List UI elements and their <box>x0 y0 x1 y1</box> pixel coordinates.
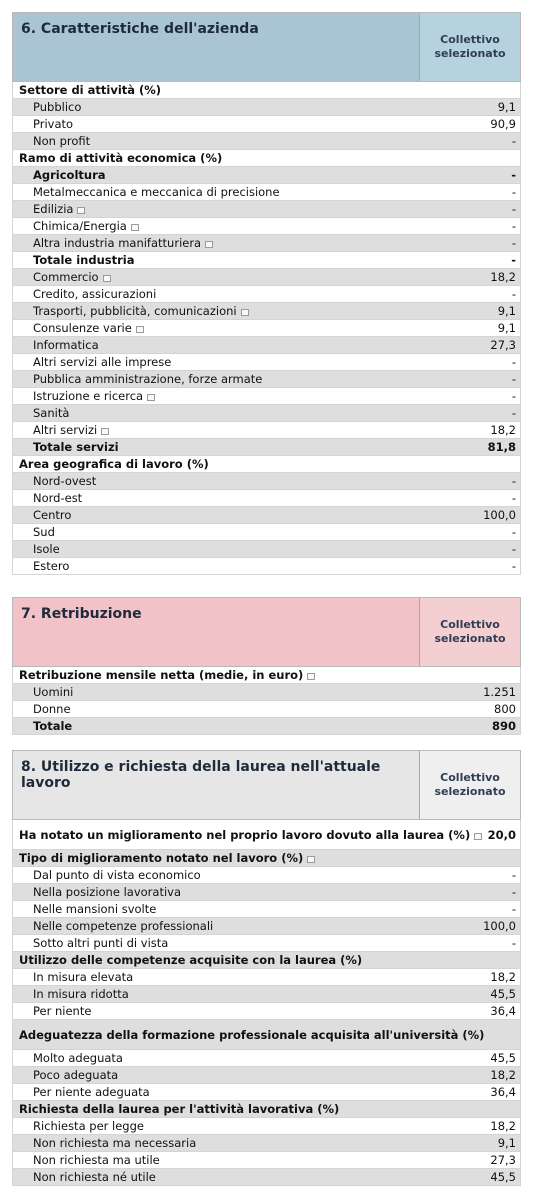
table-row <box>12 667 521 684</box>
table-row <box>12 1101 521 1118</box>
table-row <box>12 718 521 735</box>
table-row <box>12 456 521 473</box>
row-label: Retribuzione mensile netta (medie, in euro) <box>13 668 315 682</box>
table-row <box>12 269 521 286</box>
table-row <box>12 286 521 303</box>
table-row <box>12 524 521 541</box>
section-utilizzo-laurea <box>12 750 521 1186</box>
row-label: Area geografica di lavoro (%) <box>19 457 209 471</box>
row-value: - <box>511 219 516 233</box>
note-icon[interactable] <box>136 326 144 333</box>
row-label: Ramo di attività economica (%) <box>19 151 223 165</box>
row-value: 100,0 <box>483 919 516 933</box>
table-row <box>12 473 521 490</box>
note-icon[interactable] <box>307 856 315 863</box>
row-label: Isole <box>33 542 60 556</box>
table-row <box>12 252 521 269</box>
row-value: 20,0 <box>487 827 516 842</box>
table-row <box>12 439 521 456</box>
row-label: Dal punto di vista economico <box>33 868 201 882</box>
table-row <box>12 507 521 524</box>
table-row <box>12 320 521 337</box>
row-label: Centro <box>33 508 72 522</box>
section-header <box>12 750 521 820</box>
row-value: - <box>511 185 516 199</box>
row-value: - <box>511 868 516 882</box>
row-value: - <box>511 559 516 573</box>
row-label: Nord-ovest <box>33 474 97 488</box>
row-value: 45,5 <box>490 987 516 1001</box>
row-value: 36,4 <box>490 1004 516 1018</box>
row-label: Utilizzo delle competenze acquisite con la laurea (%) <box>19 953 363 967</box>
table-row <box>12 201 521 218</box>
row-value: 18,2 <box>490 970 516 984</box>
table-row <box>12 116 521 133</box>
section-title: 8. Utilizzo e richiesta della laurea nell'attuale lavoro <box>21 759 381 791</box>
table-row <box>12 969 521 986</box>
row-label: Ha notato un miglioramento nel proprio lavoro dovuto alla laurea (%) <box>13 828 482 842</box>
row-label: Privato <box>33 117 74 131</box>
row-label: Per niente <box>33 1004 92 1018</box>
row-value: - <box>511 491 516 505</box>
table-row <box>12 133 521 150</box>
row-value: 18,2 <box>490 1119 516 1133</box>
table-row <box>12 337 521 354</box>
table-row <box>12 303 521 320</box>
row-value: - <box>511 253 516 267</box>
table-row <box>12 558 521 575</box>
row-label: Per niente adeguata <box>33 1085 150 1099</box>
table-row <box>12 701 521 718</box>
table-row <box>12 405 521 422</box>
table-row <box>12 1050 521 1067</box>
note-icon[interactable] <box>131 224 139 231</box>
table-row <box>12 1020 521 1050</box>
row-label: Commercio <box>13 270 111 284</box>
row-label: Altri servizi <box>13 423 109 437</box>
row-label: Consulenze varie <box>13 321 144 335</box>
row-value: 18,2 <box>490 423 516 437</box>
section-title: 6. Caratteristiche dell'azienda <box>21 21 259 37</box>
row-value: 18,2 <box>490 1068 516 1082</box>
row-value: - <box>511 525 516 539</box>
table-row <box>12 99 521 116</box>
row-label: Donne <box>33 702 71 716</box>
row-value: 890 <box>491 719 516 733</box>
row-value: 100,0 <box>483 508 516 522</box>
table-row <box>12 1135 521 1152</box>
row-label: Non profit <box>33 134 91 148</box>
row-value: 27,3 <box>490 338 516 352</box>
row-label: Totale industria <box>33 253 135 267</box>
table-row <box>12 1084 521 1101</box>
table-row <box>12 184 521 201</box>
table-row <box>12 167 521 184</box>
table-row <box>12 218 521 235</box>
row-label: Agricoltura <box>33 168 106 182</box>
row-label: Richiesta della laurea per l'attività lavorativa (%) <box>19 1102 340 1116</box>
table-row <box>12 490 521 507</box>
row-value: - <box>511 372 516 386</box>
table-row <box>12 1003 521 1020</box>
row-label: Poco adeguata <box>33 1068 119 1082</box>
note-icon[interactable] <box>474 833 482 840</box>
note-icon[interactable] <box>147 394 155 401</box>
table-row <box>12 388 521 405</box>
row-value: - <box>511 168 516 182</box>
row-label: Richiesta per legge <box>33 1119 144 1133</box>
row-value: - <box>511 542 516 556</box>
table-row <box>12 952 521 969</box>
section-header <box>12 597 521 667</box>
row-value: 1.251 <box>483 685 516 699</box>
row-label: In misura ridotta <box>33 987 129 1001</box>
row-label: Trasporti, pubblicità, comunicazioni <box>13 304 249 318</box>
row-label: Nelle competenze professionali <box>33 919 214 933</box>
row-value: 81,8 <box>487 440 516 454</box>
row-label: Totale <box>33 719 73 733</box>
table-row <box>12 354 521 371</box>
note-icon[interactable] <box>205 241 213 248</box>
table-row <box>12 684 521 701</box>
row-value: 18,2 <box>490 270 516 284</box>
section-header <box>12 12 521 82</box>
row-label: Sanità <box>33 406 70 420</box>
row-label: Settore di attività (%) <box>19 83 162 97</box>
row-label: Credito, assicurazioni <box>33 287 157 301</box>
row-label: Chimica/Energia <box>13 219 139 233</box>
row-label: Altri servizi alle imprese <box>33 355 172 369</box>
table-row <box>12 850 521 867</box>
row-label: Non richiesta ma utile <box>33 1153 160 1167</box>
row-value: - <box>511 902 516 916</box>
section-azienda <box>12 12 521 575</box>
table-row <box>12 422 521 439</box>
row-label: Pubblica amministrazione, forze armate <box>33 372 263 386</box>
table-row <box>12 82 521 99</box>
row-value: - <box>511 936 516 950</box>
table-row <box>12 935 521 952</box>
table-row <box>12 867 521 884</box>
row-label: Tipo di miglioramento notato nel lavoro (%) <box>13 851 315 865</box>
column-header: Collettivo selezionato <box>419 598 520 666</box>
note-icon[interactable] <box>77 207 85 214</box>
table-row <box>12 235 521 252</box>
table-row <box>12 918 521 935</box>
table-row <box>12 884 521 901</box>
row-label: Sotto altri punti di vista <box>33 936 169 950</box>
row-label: Uomini <box>33 685 74 699</box>
note-icon[interactable] <box>103 275 111 282</box>
row-label: Metalmeccanica e meccanica di precisione <box>33 185 280 199</box>
row-label: Non richiesta ma necessaria <box>33 1136 197 1150</box>
note-icon[interactable] <box>241 309 249 316</box>
row-value: - <box>511 134 516 148</box>
row-label: Estero <box>33 559 70 573</box>
row-label: Adeguatezza della formazione professionale acquisita all'università (%) <box>19 1027 485 1042</box>
row-label: In misura elevata <box>33 970 134 984</box>
row-label: Istruzione e ricerca <box>13 389 155 403</box>
row-value: - <box>511 474 516 488</box>
row-value: 90,9 <box>490 117 516 131</box>
section-retribuzione <box>12 597 521 735</box>
row-value: 45,5 <box>490 1051 516 1065</box>
row-value: 45,5 <box>490 1170 516 1184</box>
row-value: - <box>511 202 516 216</box>
table-row <box>12 541 521 558</box>
table-row <box>12 1169 521 1186</box>
table-row <box>12 1118 521 1135</box>
row-value: 9,1 <box>497 100 516 114</box>
table-row <box>12 986 521 1003</box>
row-label: Nelle mansioni svolte <box>33 902 157 916</box>
rows-azienda <box>12 82 521 575</box>
row-value: 9,1 <box>497 1136 516 1150</box>
rows-utilizzo-laurea <box>12 820 521 1186</box>
row-label: Totale servizi <box>33 440 119 454</box>
row-label: Molto adeguata <box>33 1051 123 1065</box>
table-row <box>12 1067 521 1084</box>
table-row <box>12 150 521 167</box>
row-label: Nella posizione lavorativa <box>33 885 181 899</box>
table-row <box>12 1152 521 1169</box>
row-value: 9,1 <box>497 304 516 318</box>
rows-retribuzione <box>12 667 521 735</box>
row-value: - <box>511 389 516 403</box>
column-header: Collettivo selezionato <box>419 13 520 81</box>
row-value: 27,3 <box>490 1153 516 1167</box>
row-value: - <box>511 406 516 420</box>
row-label: Non richiesta né utile <box>33 1170 156 1184</box>
note-icon[interactable] <box>307 673 315 680</box>
row-label: Informatica <box>33 338 99 352</box>
row-label: Nord-est <box>33 491 83 505</box>
section-title: 7. Retribuzione <box>21 606 142 622</box>
row-value: - <box>511 885 516 899</box>
table-row <box>12 820 521 850</box>
column-header: Collettivo selezionato <box>419 751 520 819</box>
note-icon[interactable] <box>101 428 109 435</box>
table-row <box>12 901 521 918</box>
row-label: Pubblico <box>33 100 82 114</box>
row-value: - <box>511 355 516 369</box>
row-value: 36,4 <box>490 1085 516 1099</box>
row-label: Altra industria manifatturiera <box>13 236 213 250</box>
row-label: Edilizia <box>13 202 85 216</box>
table-row <box>12 371 521 388</box>
row-value: - <box>511 236 516 250</box>
row-value: - <box>511 287 516 301</box>
row-value: 9,1 <box>497 321 516 335</box>
row-value: 800 <box>494 702 516 716</box>
row-label: Sud <box>33 525 55 539</box>
